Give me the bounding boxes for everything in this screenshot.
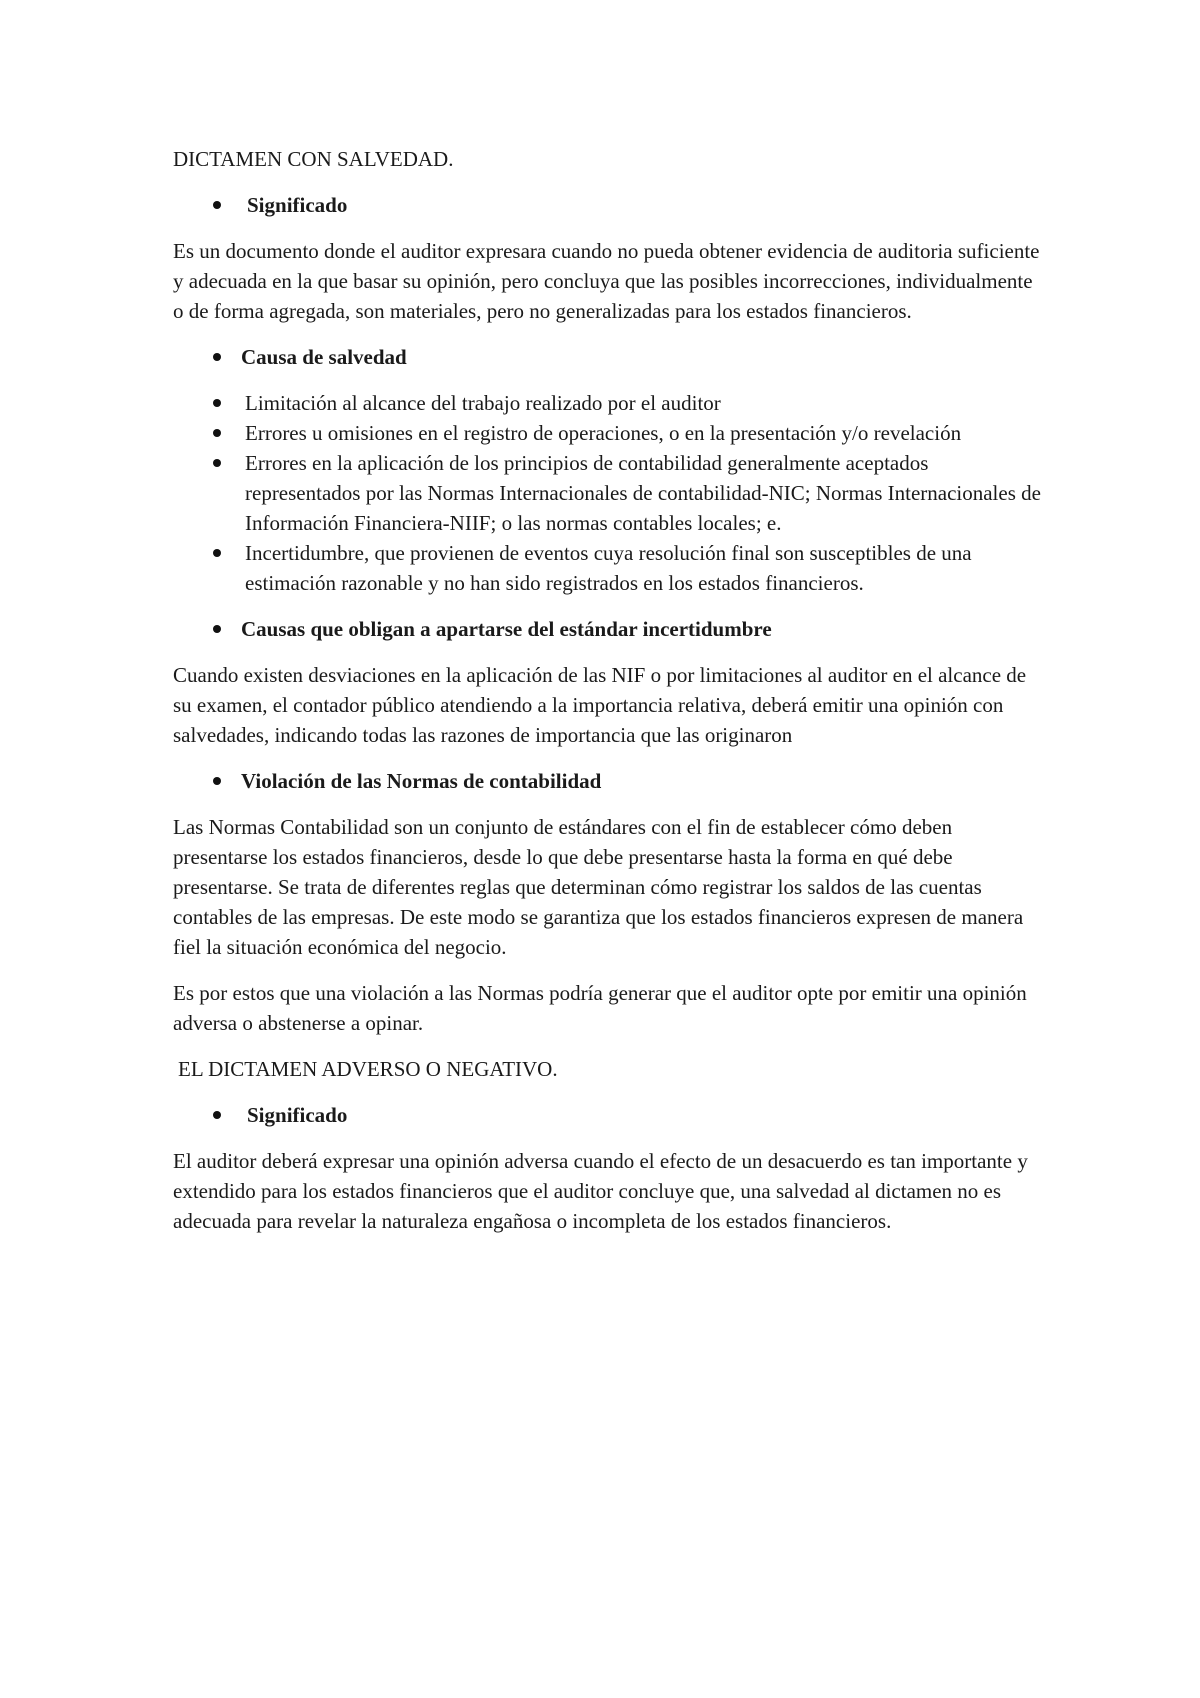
- section2-significado-paragraph: El auditor deberá expresar una opinión adversa cuando el efecto de un desacuerdo es tan importante y extendido para los estados financieros que el auditor concluye que, una salvedad al dictamen no es adecuada para revelar la naturaleza engañosa o incompleta de los estados financieros.: [173, 1149, 1028, 1233]
- bullet-icon: [213, 1111, 221, 1119]
- document-body: [173, 144, 1043, 1252]
- heading-label: Violación de las Normas de contabilidad: [241, 769, 602, 793]
- section1-title: DICTAMEN CON SALVEDAD.: [173, 147, 454, 171]
- section2-significado-heading: [173, 1100, 1043, 1130]
- bullet-icon: [213, 201, 221, 209]
- obligan-heading: [173, 614, 1043, 644]
- bullet-icon: [213, 353, 221, 361]
- causa-heading: [173, 342, 1043, 372]
- list-item-text: Limitación al alcance del trabajo realizado por el auditor: [245, 391, 721, 415]
- heading-label: Causa de salvedad: [241, 345, 407, 369]
- list-item-text: Errores en la aplicación de los principios de contabilidad generalmente aceptados representados por las Normas Internacionales de contabilidad-NIC; Normas Internacionales de Información Financiera-NIIF; o las normas contables locales; e.: [245, 451, 1041, 535]
- list-item: [173, 448, 1043, 538]
- bullet-icon: [213, 429, 221, 437]
- list-item: [173, 538, 1043, 598]
- violacion-heading: [173, 766, 1043, 796]
- heading-label: Causas que obligan a apartarse del estándar incertidumbre: [241, 617, 772, 641]
- obligan-paragraph: Cuando existen desviaciones en la aplicación de las NIF o por limitaciones al auditor en el alcance de su examen, el contador público atendiendo a la importancia relativa, deberá emitir una opinión con salvedades, indicando todas las razones de importancia que las originaron: [173, 663, 1027, 747]
- violacion-paragraph-1: Las Normas Contabilidad son un conjunto de estándares con el fin de establecer cómo deben presentarse los estados financieros, desde lo que debe presentarse hasta la forma en qué debe presentarse. Se trata de diferentes reglas que determinan cómo registrar los saldos de las cuentas contables de las empresas. De este modo se garantiza que los estados financieros expresen de manera fiel la situación económica del negocio.: [173, 815, 1024, 959]
- bullet-icon: [213, 399, 221, 407]
- section1-significado-paragraph: Es un documento donde el auditor expresara cuando no pueda obtener evidencia de auditoria suficiente y adecuada en la que basar su opinión, pero concluya que las posibles incorrecciones, individualmente o de forma agregada, son materiales, pero no generalizadas para los estados financieros.: [173, 239, 1040, 323]
- violacion-paragraph-2: Es por estos que una violación a las Normas podría generar que el auditor opte por emitir una opinión adversa o abstenerse a opinar.: [173, 981, 1027, 1035]
- section1-significado-heading: [173, 190, 1043, 220]
- section2-title: EL DICTAMEN ADVERSO O NEGATIVO.: [178, 1057, 558, 1081]
- bullet-icon: [213, 625, 221, 633]
- list-item: [173, 388, 1043, 418]
- list-item-text: Incertidumbre, que provienen de eventos cuya resolución final son susceptibles de una estimación razonable y no han sido registrados en los estados financieros.: [245, 541, 972, 595]
- heading-label: Significado: [247, 193, 348, 217]
- bullet-icon: [213, 459, 221, 467]
- bullet-icon: [213, 549, 221, 557]
- heading-label: Significado: [247, 1103, 348, 1127]
- list-item-text: Errores u omisiones en el registro de operaciones, o en la presentación y/o revelación: [245, 421, 962, 445]
- list-item: [173, 418, 1043, 448]
- causas-list: [173, 388, 1043, 598]
- bullet-icon: [213, 777, 221, 785]
